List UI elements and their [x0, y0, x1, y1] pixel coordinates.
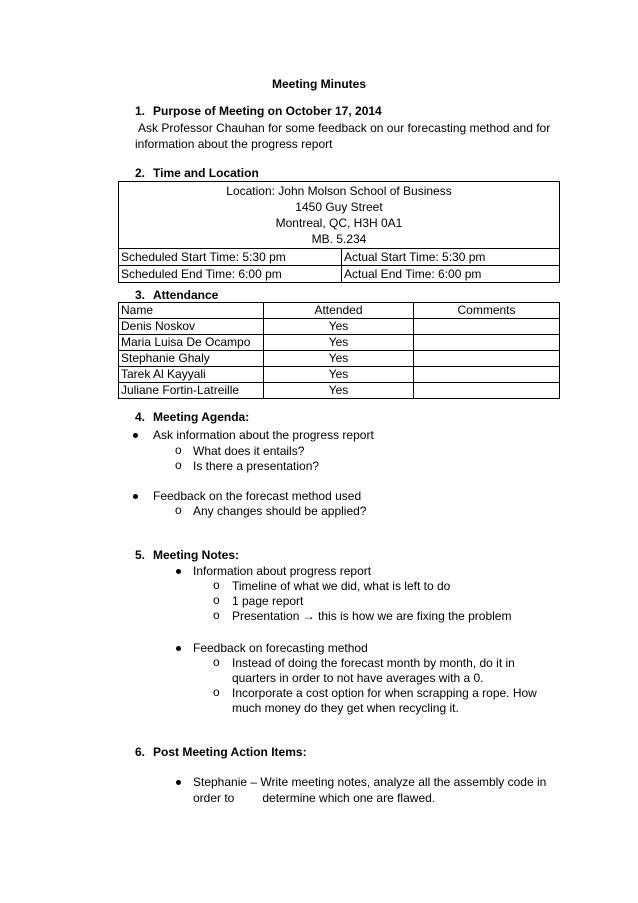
time-location-table: [118, 181, 560, 283]
notes-subitem-cont: much money do they get when recycling it.: [232, 701, 459, 715]
table-row: [119, 383, 560, 399]
attendee-attended: Yes: [264, 335, 414, 351]
attendee-comments: [414, 319, 560, 335]
section-6-heading: 6. Post Meeting Action Items:: [135, 745, 307, 759]
location-line: 1450 Guy Street: [295, 200, 383, 214]
attendee-attended: Yes: [264, 367, 414, 383]
notes-subitem: Incorporate a cost option for when scrapping a rope. How: [232, 686, 537, 700]
scheduled-start: Scheduled Start Time: 5:30 pm: [119, 249, 342, 266]
attendee-comments: [414, 383, 560, 399]
sub-bullet-icon: o: [175, 503, 182, 517]
sub-bullet-icon: o: [213, 685, 220, 699]
section-3-heading: 3. Attendance: [135, 288, 219, 302]
attendance-table: [118, 302, 560, 399]
bullet-icon: [133, 433, 138, 438]
location-line: MB. 5.234: [311, 232, 367, 246]
attendee-comments: [414, 335, 560, 351]
action-item-cont: order to determine which one are flawed.: [193, 791, 436, 805]
section-1-heading: 1. Purpose of Meeting on October 17, 2014: [135, 104, 382, 118]
agenda-subitem: What does it entails?: [193, 444, 305, 458]
section-1-line1: Ask Professor Chauhan for some feedback on our forecasting method and for: [138, 121, 551, 135]
notes-item: Feedback on forecasting method: [193, 641, 368, 655]
section-1-line2: information about the progress report: [135, 137, 333, 151]
section-2-heading: 2. Time and Location: [135, 166, 259, 180]
section-4-heading: 4. Meeting Agenda:: [135, 410, 250, 424]
attendee-name: Denis Noskov: [119, 319, 264, 335]
notes-subitem: 1 page report: [232, 594, 304, 608]
sub-bullet-icon: o: [213, 593, 220, 607]
header-name: Name: [119, 303, 264, 319]
agenda-item: Ask information about the progress report: [153, 428, 374, 442]
location-cell: [119, 182, 560, 249]
header-comments: Comments: [414, 303, 560, 319]
bullet-icon: [176, 646, 181, 651]
notes-subitem: Instead of doing the forecast month by month, do it in: [232, 656, 515, 670]
table-row: [119, 319, 560, 335]
attendee-attended: Yes: [264, 383, 414, 399]
bullet-icon: [176, 569, 181, 574]
actual-end: Actual End Time: 6:00 pm: [342, 266, 560, 283]
bullet-icon: [176, 780, 181, 785]
attendee-name: Juliane Fortin-Latreille: [119, 383, 264, 399]
action-item: Stephanie – Write meeting notes, analyze all the assembly code in: [193, 775, 547, 789]
sub-bullet-icon: o: [175, 458, 182, 472]
attendee-name: Tarek Al Kayyali: [119, 367, 264, 383]
bullet-icon: [133, 494, 138, 499]
attendee-attended: Yes: [264, 351, 414, 367]
notes-subitem-cont: quarters in order to not have averages with a 0.: [232, 671, 484, 685]
notes-subitem: Timeline of what we did, what is left to do: [232, 579, 451, 593]
table-row: [119, 351, 560, 367]
sub-bullet-icon: o: [175, 443, 182, 457]
section-5-heading: 5. Meeting Notes:: [135, 548, 240, 562]
agenda-subitem: Is there a presentation?: [193, 459, 320, 473]
attendee-comments: [414, 351, 560, 367]
location-line: Location: John Molson School of Business: [226, 184, 452, 198]
attendee-attended: Yes: [264, 319, 414, 335]
sub-bullet-icon: o: [213, 608, 220, 622]
agenda-subitem: Any changes should be applied?: [193, 504, 367, 518]
attendee-name: Stephanie Ghaly: [119, 351, 264, 367]
attendee-comments: [414, 367, 560, 383]
document-title: Meeting Minutes: [271, 77, 366, 91]
arrow-right-icon: →: [302, 609, 315, 623]
notes-subitem: Presentation → this is how we are fixing the problem: [232, 609, 512, 623]
location-line: Montreal, QC, H3H 0A1: [275, 216, 403, 230]
actual-start: Actual Start Time: 5:30 pm: [342, 249, 560, 266]
sub-bullet-icon: o: [213, 578, 220, 592]
attendee-name: Maria Luisa De Ocampo: [119, 335, 264, 351]
table-row: [119, 335, 560, 351]
notes-item: Information about progress report: [193, 564, 372, 578]
table-row: [119, 367, 560, 383]
scheduled-end: Scheduled End Time: 6:00 pm: [119, 266, 342, 283]
sub-bullet-icon: o: [213, 655, 220, 669]
agenda-item: Feedback on the forecast method used: [153, 489, 362, 503]
header-attended: Attended: [264, 303, 414, 319]
